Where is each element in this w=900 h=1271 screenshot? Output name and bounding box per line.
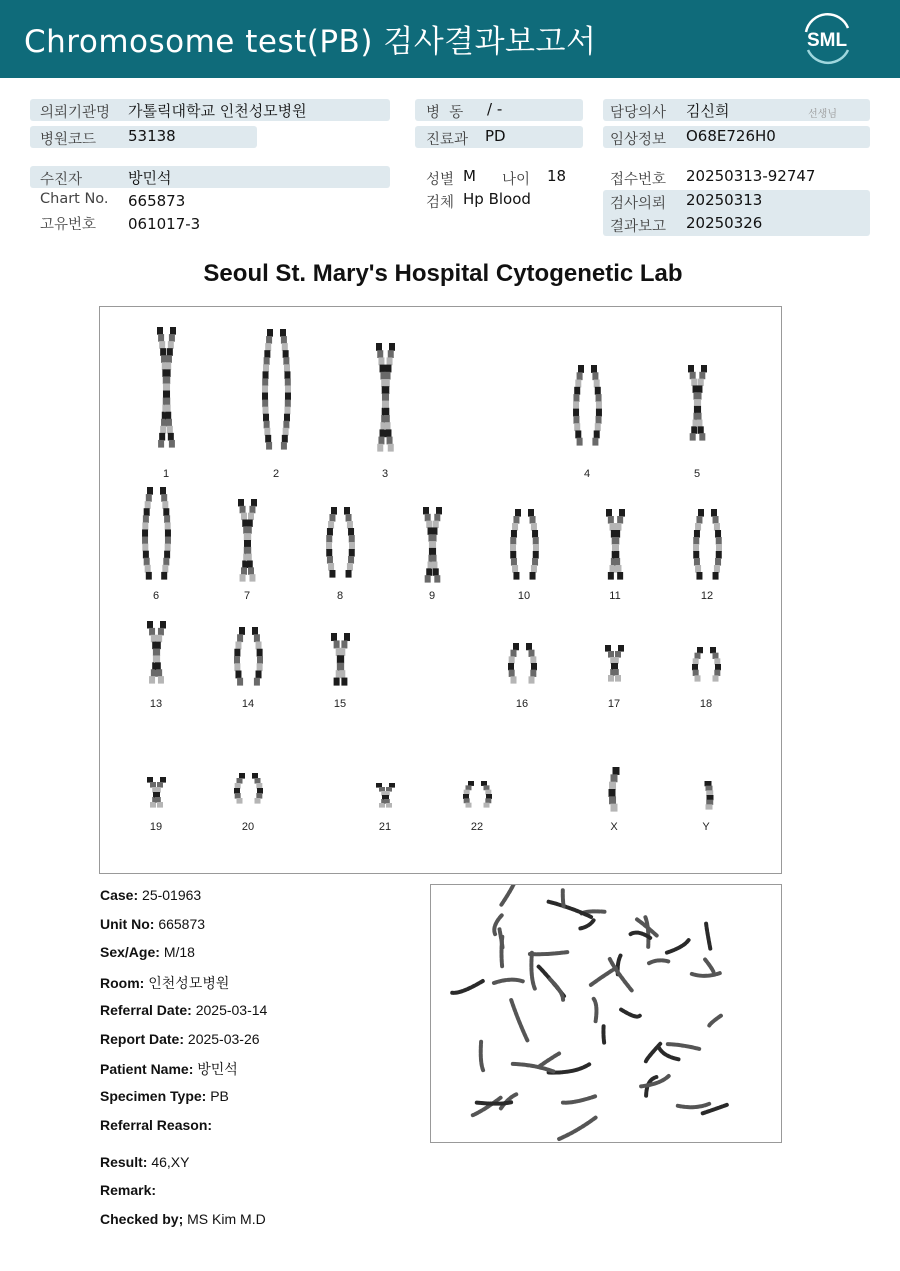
chromosome-label-4: 4: [583, 468, 591, 480]
remark-line: Remark:: [100, 1182, 157, 1198]
chart-value: 665873: [128, 192, 186, 210]
unit-line: Unit No: 665873: [100, 916, 206, 932]
lab-title: Seoul St. Mary's Hospital Cytogenetic Lab: [203, 260, 683, 287]
referral-date-line: Referral Date: 2025-03-14: [100, 1002, 268, 1018]
sexage-value: M/18: [163, 944, 195, 960]
patient-name-value: 방민석: [197, 1061, 238, 1077]
result-line: Result: 46,XY: [100, 1154, 190, 1170]
chromosome-label-Y: Y: [702, 821, 710, 833]
doctor-value: 김신희: [686, 102, 730, 120]
metaphase-spread-image: [431, 885, 781, 1142]
age-value: 18: [547, 167, 567, 185]
chromosome-label-12: 12: [700, 590, 714, 602]
case-line: Case: 25-01963: [100, 887, 202, 903]
patient-name-line: Patient Name: 방민석: [100, 1061, 238, 1077]
request-value: 20250313: [686, 191, 763, 209]
result-value: 46,XY: [151, 1154, 190, 1170]
chromosome-label-22: 22: [470, 821, 484, 833]
referral-reason-line: Referral Reason:: [100, 1117, 213, 1133]
chromosome-label-2: 2: [272, 468, 280, 480]
institution-value: 가톨릭대학교 인천성모병원: [128, 102, 307, 120]
checked-line: Checked by; MS Kim M.D: [100, 1211, 266, 1227]
referral-date-value: 2025-03-14: [195, 1002, 268, 1018]
chromosome-label-3: 3: [381, 468, 389, 480]
institution-label: 의뢰기관명: [40, 105, 111, 121]
chromosome-label-7: 7: [243, 590, 251, 602]
doctor-label: 담당의사: [610, 105, 667, 121]
chromosome-label-20: 20: [241, 821, 255, 833]
receipt-label: 접수번호: [610, 172, 667, 188]
report-date-value: 2025-03-26: [187, 1031, 260, 1047]
chromosome-label-8: 8: [336, 590, 344, 602]
sexage-line: Sex/Age: M/18: [100, 944, 195, 960]
sex-value: M: [463, 167, 476, 185]
karyogram-image: [100, 307, 781, 873]
room-value: 인천성모병원: [148, 975, 230, 991]
age-label: 나이: [502, 172, 531, 188]
chromosome-label-21: 21: [378, 821, 392, 833]
unique-value: 061017-3: [128, 215, 201, 233]
specimen-type-value: PB: [210, 1088, 229, 1104]
sex-label: 성별: [426, 172, 455, 188]
chromosome-label-10: 10: [517, 590, 531, 602]
dept-label: 진료과: [426, 132, 469, 148]
report-header: [0, 0, 900, 78]
chromosome-label-19: 19: [149, 821, 163, 833]
unique-label: 고유번호: [40, 217, 97, 233]
report-value: 20250326: [686, 214, 763, 232]
metaphase-spread-panel: [430, 884, 782, 1143]
specimen-value: Hp Blood: [463, 190, 531, 208]
patient-value: 방민석: [128, 169, 172, 187]
report-date-line: Report Date: 2025-03-26: [100, 1031, 260, 1047]
chromosome-label-5: 5: [693, 468, 701, 480]
specimen-type-line: Specimen Type: PB: [100, 1088, 229, 1104]
room-line: Room: 인천성모병원: [100, 975, 230, 991]
report-label: 결과보고: [610, 219, 667, 235]
chromosome-label-X: X: [610, 821, 618, 833]
ward-value: / -: [487, 100, 503, 118]
sml-logo-icon: [798, 12, 856, 66]
chromosome-label-1: 1: [162, 468, 170, 480]
request-label: 검사의뢰: [610, 196, 667, 212]
unit-value: 665873: [158, 916, 206, 932]
dept-value: PD: [485, 127, 506, 145]
chart-label: Chart No.: [40, 191, 109, 207]
karyogram-panel: [99, 306, 782, 874]
doctor-suffix: 선생님: [808, 109, 837, 120]
chromosome-label-16: 16: [515, 698, 529, 710]
chromosome-label-17: 17: [607, 698, 621, 710]
hospital-code-label: 병원코드: [40, 132, 97, 148]
clinical-label: 임상정보: [610, 132, 667, 148]
chromosome-label-13: 13: [149, 698, 163, 710]
report-title: Chromosome test(PB) 검사결과보고서: [24, 24, 597, 60]
clinical-value: O68E726H0: [686, 127, 776, 145]
chromosome-label-14: 14: [241, 698, 255, 710]
checked-value: MS Kim M.D: [187, 1211, 266, 1227]
chromosome-label-15: 15: [333, 698, 347, 710]
chromosome-label-6: 6: [152, 590, 160, 602]
logo-text: SML: [806, 30, 848, 51]
chromosome-label-11: 11: [609, 590, 621, 602]
case-value: 25-01963: [142, 887, 202, 903]
chromosome-label-9: 9: [428, 590, 436, 602]
chromosome-label-18: 18: [699, 698, 713, 710]
patient-label: 수진자: [40, 172, 83, 188]
ward-label: 병 동: [426, 105, 464, 121]
hospital-code-value: 53138: [128, 127, 176, 145]
specimen-label: 검체: [426, 195, 455, 211]
patient-bar: [30, 166, 390, 188]
receipt-value: 20250313-92747: [686, 167, 816, 185]
